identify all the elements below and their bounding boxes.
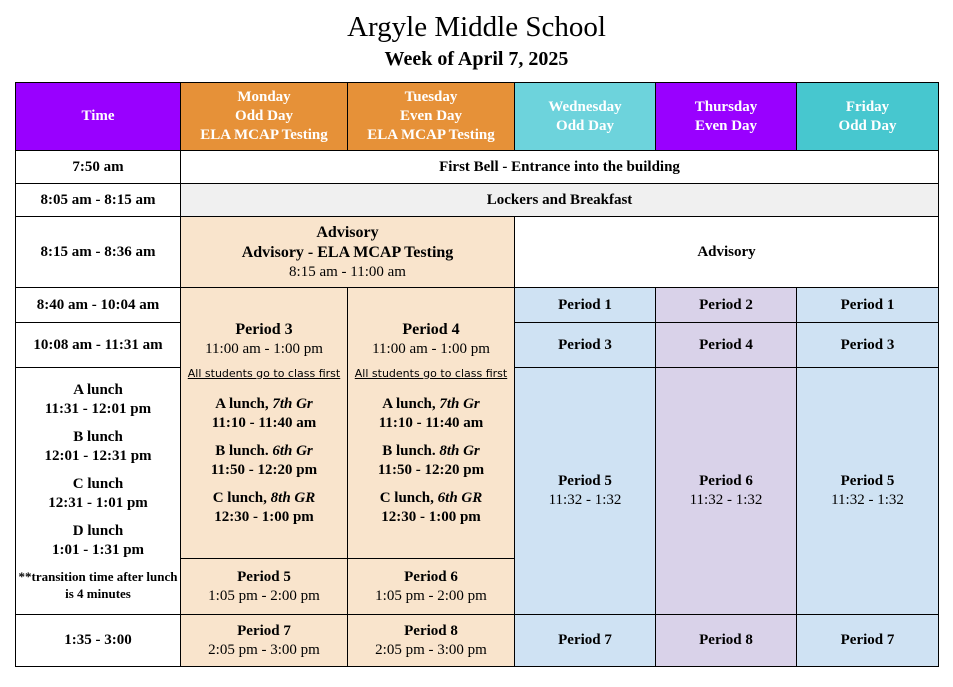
tuesday-class-first-note: All students go to class first: [354, 366, 508, 380]
monday-after-lunch-time: 1:05 pm - 2:00 pm: [208, 587, 320, 604]
monday-after-lunch-period: Period 5: [237, 568, 291, 585]
first-bell-cell: First Bell - Entrance into the building: [181, 151, 939, 184]
friday-last: Period 7: [797, 615, 939, 667]
advisory-testing-line3: 8:15 am - 11:00 am: [289, 263, 406, 280]
wednesday-lunch-period: Period 5: [558, 473, 612, 489]
tuesday-after-lunch-period: Period 6: [404, 568, 458, 585]
tuesday-c-lunch: C lunch, 6th GR: [379, 489, 483, 506]
tuesday-b-lunch-time: 11:50 - 12:20 pm: [377, 461, 485, 478]
friday-lunch-time: 11:32 - 1:32: [831, 492, 904, 508]
wednesday-lunch-block: [515, 368, 656, 615]
monday-class-first-note: All students go to class first: [187, 366, 341, 380]
time-cell: 1:35 - 3:00: [16, 615, 181, 667]
tuesday-last-time: 2:05 pm - 3:00 pm: [375, 641, 487, 658]
header-wednesday-day: Wednesday: [548, 98, 622, 115]
monday-c-lunch-time: 12:30 - 1:00 pm: [214, 508, 314, 525]
advisory-regular-cell: Advisory: [515, 217, 939, 288]
thursday-last: Period 8: [656, 615, 797, 667]
schedule-table: [15, 82, 939, 667]
header-friday: [797, 83, 939, 151]
monday-last-time: 2:05 pm - 3:00 pm: [208, 641, 320, 658]
tuesday-period-6-cell: [348, 559, 515, 615]
thursday-block1: Period 2: [656, 288, 797, 323]
header-monday-type: Odd Day: [235, 108, 293, 124]
b-lunch-label: B lunch: [73, 428, 123, 445]
tuesday-b-lunch: B lunch. 8th Gr: [382, 442, 480, 459]
advisory-testing-line1: Advisory: [316, 223, 379, 241]
header-row: [16, 83, 939, 151]
monday-period-3-cell: [181, 288, 348, 559]
tuesday-a-lunch-time: 11:10 - 11:40 am: [378, 414, 484, 431]
a-lunch-time: 11:31 - 12:01 pm: [44, 400, 152, 417]
monday-period-hours: 11:00 am - 1:00 pm: [205, 340, 323, 357]
advisory-testing-cell: [181, 217, 515, 288]
header-time: Time: [16, 83, 181, 151]
time-cell: 10:08 am - 11:31 am: [16, 323, 181, 368]
monday-period-5-cell: [181, 559, 348, 615]
header-tuesday-day: Tuesday: [404, 89, 458, 105]
time-cell: 8:15 am - 8:36 am: [16, 217, 181, 288]
monday-period-label: Period 3: [235, 320, 293, 338]
a-lunch-label: A lunch: [73, 381, 123, 398]
header-tuesday: [348, 83, 515, 151]
tuesday-period-hours: 11:00 am - 1:00 pm: [372, 340, 490, 357]
friday-block1: Period 1: [797, 288, 939, 323]
tuesday-c-lunch-time: 12:30 - 1:00 pm: [381, 508, 481, 525]
tuesday-period-8-cell: [348, 615, 515, 667]
transition-note: **transition time after lunch is 4 minutes: [18, 568, 178, 601]
b-lunch-time: 12:01 - 12:31 pm: [44, 447, 152, 464]
header-monday: [181, 83, 348, 151]
thursday-lunch-time: 11:32 - 1:32: [689, 492, 763, 508]
header-friday-type: Odd Day: [838, 117, 897, 134]
lunch-times-cell: [16, 368, 181, 615]
time-cell: 7:50 am: [16, 151, 181, 184]
row-block1: [16, 288, 939, 323]
tuesday-last-period: Period 8: [404, 622, 458, 639]
monday-period-7-cell: [181, 615, 348, 667]
tuesday-a-lunch: A lunch, 7th Gr: [382, 395, 480, 412]
page-subtitle: Week of April 7, 2025: [384, 48, 569, 70]
tuesday-after-lunch-time: 1:05 pm - 2:00 pm: [375, 587, 487, 604]
monday-c-lunch: C lunch, 8th GR: [212, 489, 316, 506]
header-tuesday-note: ELA MCAP Testing: [367, 127, 495, 143]
friday-lunch-block: [797, 368, 939, 615]
friday-lunch-period: Period 5: [840, 473, 895, 489]
advisory-testing-line2: Advisory - ELA MCAP Testing: [241, 243, 454, 261]
header-thursday-day: Thursday: [694, 98, 758, 115]
thursday-block2: Period 4: [656, 323, 797, 368]
friday-block2: Period 3: [797, 323, 939, 368]
header-wednesday: [515, 83, 656, 151]
header-monday-day: Monday: [237, 89, 291, 105]
d-lunch-label: D lunch: [72, 522, 124, 539]
header-thursday-type: Even Day: [694, 117, 758, 134]
header-monday-note: ELA MCAP Testing: [200, 127, 328, 143]
time-cell: 8:40 am - 10:04 am: [16, 288, 181, 323]
monday-b-lunch: B lunch. 6th Gr: [215, 442, 313, 459]
lockers-cell: Lockers and Breakfast: [181, 184, 939, 217]
d-lunch-time: 1:01 - 1:31 pm: [51, 541, 145, 558]
wednesday-block2: Period 3: [515, 323, 656, 368]
row-lockers: [16, 184, 939, 217]
wednesday-lunch-time: 11:32 - 1:32: [548, 492, 622, 508]
thursday-lunch-block: [656, 368, 797, 615]
monday-a-lunch: A lunch, 7th Gr: [215, 395, 313, 412]
header-thursday: [656, 83, 797, 151]
monday-a-lunch-time: 11:10 - 11:40 am: [211, 414, 317, 431]
row-last: [16, 615, 939, 667]
tuesday-period-label: Period 4: [402, 320, 460, 338]
c-lunch-label: C lunch: [72, 475, 124, 492]
monday-last-period: Period 7: [237, 622, 291, 639]
wednesday-block1: Period 1: [515, 288, 656, 323]
time-cell: 8:05 am - 8:15 am: [16, 184, 181, 217]
monday-b-lunch-time: 11:50 - 12:20 pm: [210, 461, 318, 478]
header-friday-day: Friday: [845, 98, 890, 115]
tuesday-period-4-cell: [348, 288, 515, 559]
header-tuesday-type: Even Day: [399, 108, 463, 124]
row-advisory: [16, 217, 939, 288]
thursday-lunch-period: Period 6: [699, 473, 753, 489]
row-first-bell: [16, 151, 939, 184]
c-lunch-time: 12:31 - 1:01 pm: [48, 494, 148, 511]
wednesday-last: Period 7: [515, 615, 656, 667]
header-wednesday-type: Odd Day: [556, 117, 614, 134]
page-title: Argyle Middle School: [347, 11, 606, 43]
